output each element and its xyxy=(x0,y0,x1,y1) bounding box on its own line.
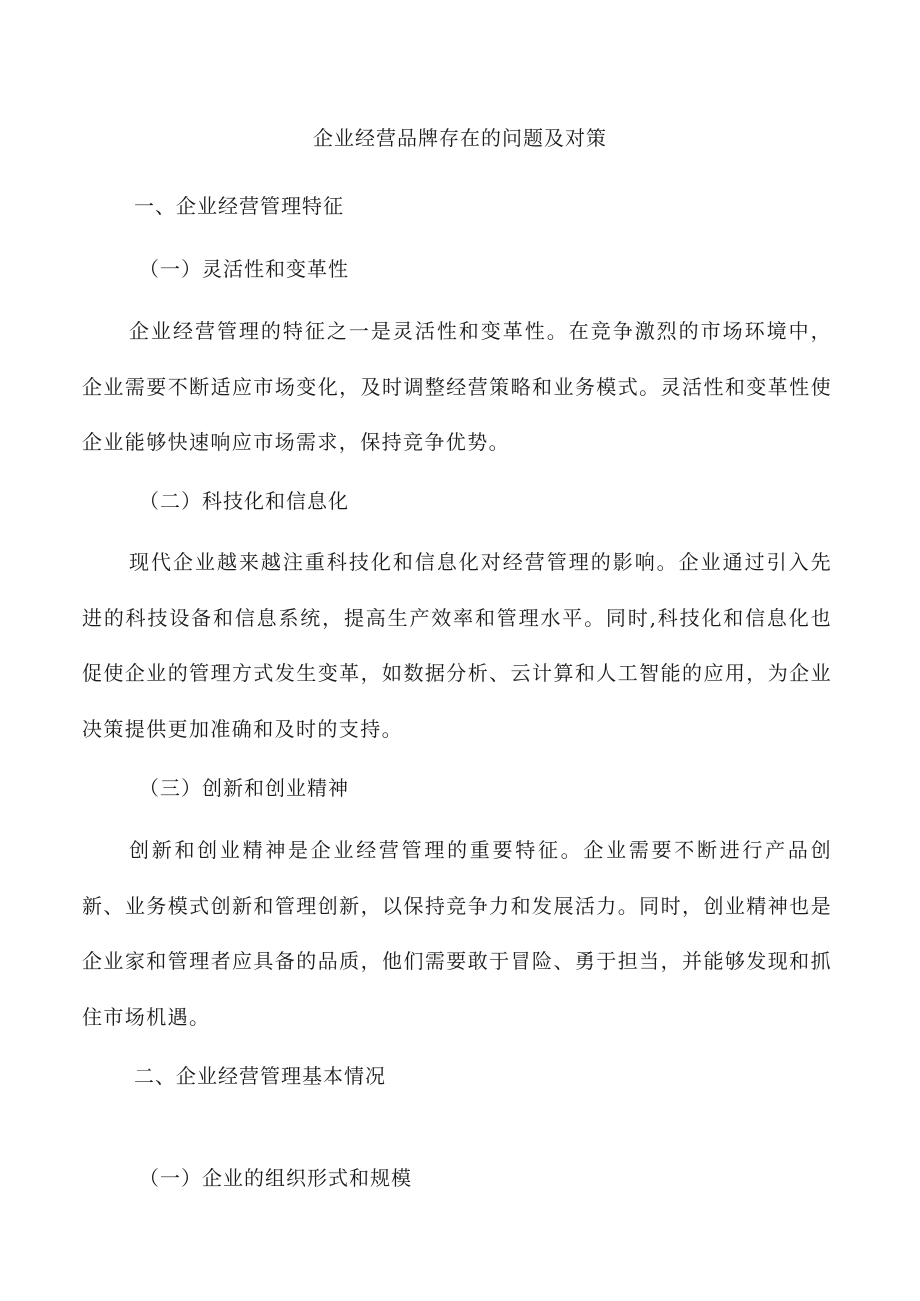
subsection-heading-1-1: （一）灵活性和变革性 xyxy=(139,257,349,281)
subsection-heading-2-1: （一）企业的组织形式和规模 xyxy=(139,1166,412,1190)
document-title: 企业经营品牌存在的问题及对策 xyxy=(313,126,607,150)
section-heading-1: 一、企业经营管理特征 xyxy=(134,194,344,218)
subsection-heading-1-2: （二）科技化和信息化 xyxy=(139,489,349,513)
section-heading-2: 二、企业经营管理基本情况 xyxy=(134,1064,386,1088)
paragraph-1-2: 现代企业越来越注重科技化和信息化对经营管理的影响。企业通过引入先进的科技设备和信息系统，提高生产效率和管理水平。同时,科技化和信息化也促使企业的管理方式发生变革，如数据分析、云计算和人工智能的应用，为企业决策提供更加准确和及时的支持。 xyxy=(82,550,832,741)
paragraph-1-3: 创新和创业精神是企业经营管理的重要特征。企业需要不断进行产品创新、业务模式创新和管理创新，以保持竞争力和发展活力。同时，创业精神也是企业家和管理者应具备的品质，他们需要敢于冒险、勇于担当，并能够发现和抓住市场机遇。 xyxy=(82,838,832,1029)
subsection-heading-1-3: （三）创新和创业精神 xyxy=(139,776,349,800)
paragraph-1-1: 企业经营管理的特征之一是灵活性和变革性。在竞争激烈的市场环境中，企业需要不断适应市场变化，及时调整经营策略和业务模式。灵活性和变革性使企业能够快速响应市场需求，保持竞争优势。 xyxy=(82,319,832,454)
